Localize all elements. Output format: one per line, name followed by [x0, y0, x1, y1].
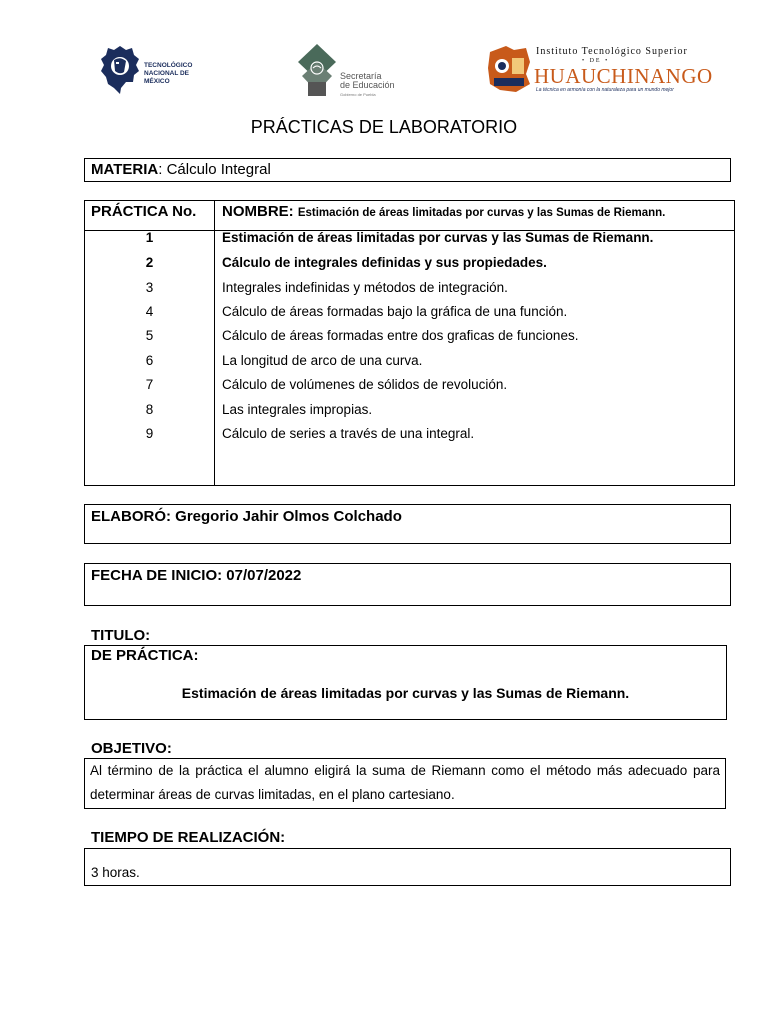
table-row — [85, 252, 734, 276]
table-row — [85, 325, 734, 349]
row-number: 1 — [145, 230, 154, 245]
row-number: 3 — [145, 280, 154, 295]
header-nombre — [222, 203, 665, 220]
itsh-top-text: Instituto Tecnológico Superior — [536, 46, 688, 57]
fecha-box: FECHA DE INICIO: 07/07/2022 — [84, 563, 731, 606]
header-nombre-value: Estimación de áreas limitadas por curvas y las Sumas de Riemann. — [297, 207, 666, 219]
row-title: Cálculo de áreas formadas bajo la gráfica de una función. — [222, 304, 568, 319]
table-row — [85, 350, 734, 374]
materia-value: Cálculo Integral — [166, 161, 271, 178]
objetivo-box: Al término de la práctica el alumno eligirá la suma de Riemann como el método más adecuado para determinar áreas de curvas limitadas, en el plano cartesiano. — [84, 758, 726, 809]
titulo-sublabel: DE PRÁCTICA: — [91, 647, 199, 664]
row-number: 6 — [145, 353, 154, 368]
row-number: 9 — [145, 426, 154, 441]
table-row — [85, 399, 734, 423]
document-title: PRÁCTICAS DE LABORATORIO — [250, 117, 518, 137]
row-title: Estimación de áreas limitadas por curvas y las Sumas de Riemann. — [222, 230, 654, 245]
row-title: Cálculo de áreas formadas entre dos graficas de funciones. — [222, 328, 579, 343]
table-row — [85, 227, 734, 251]
itsh-de-text: • DE • — [582, 58, 610, 64]
materia-label: MATERIA — [91, 161, 159, 178]
row-title: Integrales indefinidas y métodos de integración. — [222, 280, 508, 295]
table-row — [85, 423, 734, 447]
itsh-logo — [486, 44, 713, 96]
row-number: 2 — [145, 255, 154, 270]
itsh-name-text: HUAUCHINANGO — [534, 64, 713, 88]
table-row — [85, 301, 734, 325]
elaboro-box: ELABORÓ: Gregorio Jahir Olmos Colchado — [84, 504, 731, 544]
table-row — [85, 374, 734, 398]
itsh-emblem-icon — [486, 44, 532, 94]
header-nombre-label: NOMBRE: — [222, 203, 294, 220]
tiempo-box: 3 horas. — [84, 848, 731, 886]
titulo-value: Estimación de áreas limitadas por curvas y las Sumas de Riemann. — [181, 685, 630, 701]
tecnm-text: TECNOLÓGICO NACIONAL DE MÉXICO — [144, 62, 193, 85]
objetivo-label: OBJETIVO: — [91, 740, 172, 757]
row-title: La longitud de arco de una curva. — [222, 353, 423, 368]
sep-logo — [298, 44, 408, 100]
row-title: Las integrales impropias. — [222, 402, 373, 417]
tecnm-logo — [100, 44, 210, 98]
row-number: 4 — [145, 304, 154, 319]
row-title: Cálculo de integrales definidas y sus propiedades. — [222, 255, 547, 270]
materia-box — [84, 158, 731, 182]
titulo-box — [84, 645, 727, 720]
materia-separator: : — [158, 161, 167, 178]
row-number: 5 — [145, 328, 154, 343]
itsh-tagline: La técnica en armonía con la naturaleza para un mundo mejor — [536, 87, 674, 93]
header-practica-no: PRÁCTICA No. — [91, 203, 197, 220]
row-number: 7 — [145, 377, 154, 392]
sep-subtext: Gobierno de Puebla — [340, 92, 376, 97]
sep-emblem-icon — [298, 44, 336, 98]
row-title: Cálculo de series a través de una integral. — [222, 426, 475, 441]
sep-text: Secretaría de Educación — [340, 71, 395, 90]
titulo-label: TITULO: — [91, 627, 151, 644]
table-row — [85, 277, 734, 301]
row-title: Cálculo de volúmenes de sólidos de revolución. — [222, 377, 508, 392]
practicas-table — [84, 200, 735, 486]
row-number: 8 — [145, 402, 154, 417]
tiempo-label: TIEMPO DE REALIZACIÓN: — [91, 829, 286, 846]
tecnm-gear-icon — [100, 44, 140, 96]
